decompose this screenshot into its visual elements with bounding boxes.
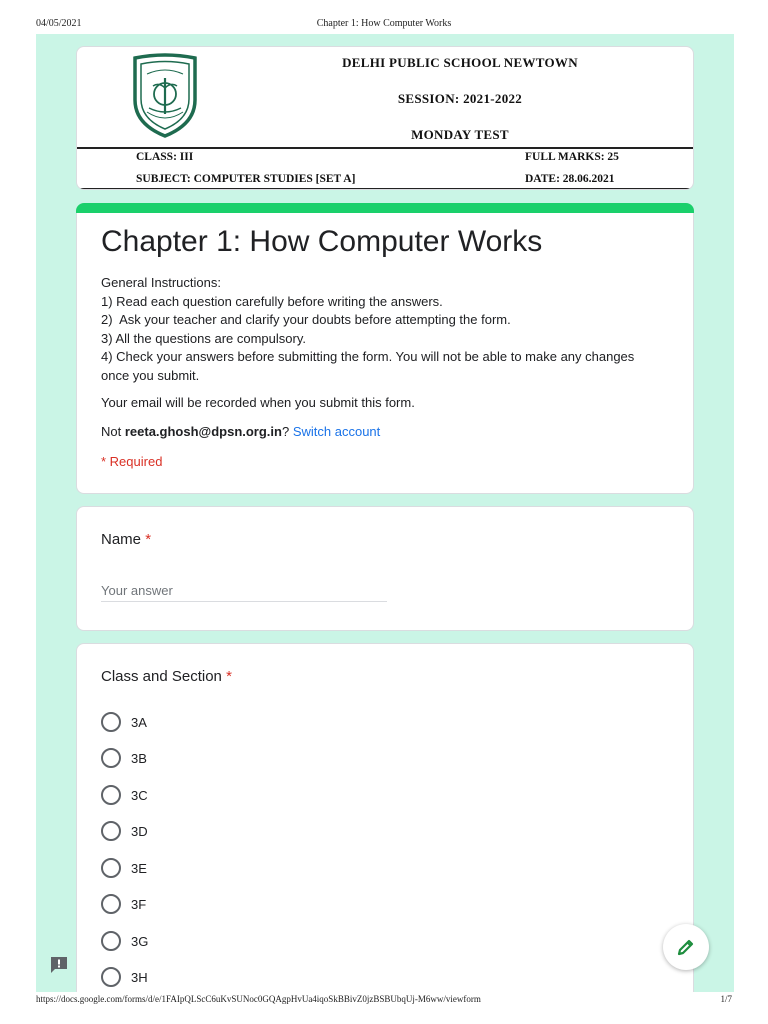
pencil-icon: [676, 937, 696, 957]
radio-option-3f[interactable]: [101, 894, 301, 916]
print-url: https://docs.google.com/forms/d/e/1FAIpQLScC6uKvSUNoc0GQAgpHvUa4iqoSkBBivZ0jzBSBUbqUj-M6ww/viewform: [36, 994, 481, 1004]
switch-account-link[interactable]: Switch account: [292, 424, 381, 439]
radio-option-3d[interactable]: [101, 821, 301, 843]
question-title: Class and Section: [101, 668, 222, 685]
radio-option-3b[interactable]: [101, 748, 301, 770]
radio-option-3e[interactable]: [101, 858, 301, 880]
radio-option-3a[interactable]: [101, 712, 301, 734]
feedback-icon[interactable]: [49, 955, 69, 975]
instruction-line: 3) All the questions are compulsory.: [101, 330, 306, 346]
header-rule-bottom: [77, 188, 693, 190]
school-logo-icon: [129, 52, 201, 138]
required-asterisk: *: [145, 531, 152, 548]
header-image: [76, 46, 694, 190]
edit-fab-button[interactable]: [663, 924, 709, 970]
session-text: SESSION: 2021-2022: [397, 91, 523, 106]
school-name: DELHI PUBLIC SCHOOL NEWTOWN: [342, 55, 578, 70]
subject-text: SUBJECT: COMPUTER STUDIES [SET A]: [136, 173, 356, 185]
instruction-line: 4) Check your answers before submitting the form. You will not be able to make any changes once you submit.: [101, 349, 638, 383]
form-title: Chapter 1: How Computer Works: [101, 225, 543, 258]
option-label: 3H: [131, 970, 148, 985]
question-name-card: [76, 506, 694, 631]
full-marks-text: FULL MARKS: 25: [525, 151, 619, 163]
question-class-section-card: [76, 643, 694, 992]
radio-button[interactable]: [101, 894, 121, 914]
instruction-line: 2) Ask your teacher and clarify your doubts before attempting the form.: [101, 312, 511, 328]
email-recorded-note: Your email will be recorded when you submit this form.: [101, 395, 415, 410]
option-label: 3C: [131, 788, 148, 803]
radio-option-3g[interactable]: [101, 931, 301, 953]
option-label: 3A: [131, 715, 147, 730]
radio-option-3c[interactable]: [101, 785, 301, 807]
test-name: MONDAY TEST: [411, 127, 509, 142]
option-label: 3E: [131, 861, 147, 876]
option-label: 3B: [131, 751, 147, 766]
print-footer: [0, 992, 768, 1024]
radio-button[interactable]: [101, 967, 121, 987]
instruction-line: General Instructions:: [101, 275, 221, 290]
question-class-label: [101, 668, 232, 685]
instruction-line: 1) Read each question carefully before writing the answers.: [101, 293, 443, 309]
print-date: 04/05/2021: [36, 18, 82, 29]
option-label: 3D: [131, 824, 148, 839]
radio-button[interactable]: [101, 712, 121, 732]
account-line: [101, 424, 380, 439]
option-label: 3F: [131, 897, 147, 912]
form-background: [36, 34, 734, 992]
radio-button[interactable]: [101, 931, 121, 951]
print-title: Chapter 1: How Computer Works: [316, 18, 452, 29]
print-page-number: 1/7: [720, 994, 732, 1004]
account-suffix: ?: [281, 424, 293, 439]
name-input[interactable]: [101, 579, 387, 602]
required-asterisk: *: [226, 668, 232, 685]
radio-button[interactable]: [101, 821, 121, 841]
radio-button[interactable]: [101, 858, 121, 878]
option-label: 3G: [131, 934, 149, 949]
form-title-card: [76, 203, 694, 494]
radio-button[interactable]: [101, 748, 121, 768]
class-text: CLASS: III: [136, 151, 194, 163]
print-header: [0, 0, 768, 34]
account-prefix: Not: [101, 424, 125, 439]
date-text: DATE: 28.06.2021: [525, 173, 615, 185]
header-rule: [77, 147, 693, 149]
radio-button[interactable]: [101, 785, 121, 805]
radio-option-3h[interactable]: [101, 967, 301, 989]
accent-bar: [76, 203, 694, 213]
question-title: Name: [101, 531, 142, 548]
account-email: reeta.ghosh@dpsn.org.in: [124, 424, 282, 439]
question-name-label: [101, 531, 151, 548]
required-note: * Required: [101, 454, 163, 469]
form-description: [101, 274, 661, 386]
